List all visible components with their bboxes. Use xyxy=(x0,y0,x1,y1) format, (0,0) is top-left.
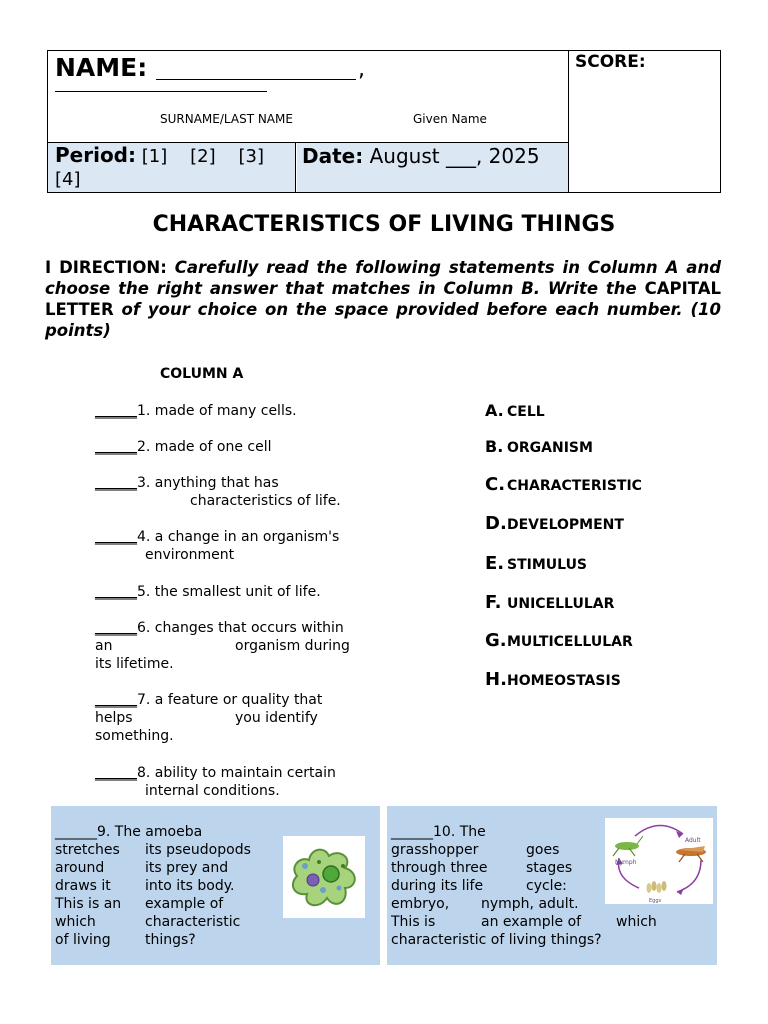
choice-d xyxy=(485,513,624,534)
q9-line: which xyxy=(55,914,96,930)
choice-e xyxy=(485,553,587,574)
answer-blank-7[interactable]: ______ xyxy=(95,692,137,708)
choice-g xyxy=(485,630,633,651)
item-text: 7. a feature or quality that xyxy=(137,692,323,708)
worksheet-title: CHARACTERISTICS OF LIVING THINGS xyxy=(152,212,616,237)
adult-grasshopper-icon xyxy=(676,846,706,862)
q9-line: into its body. xyxy=(145,878,235,894)
q9-line: ______9. The amoeba xyxy=(55,824,203,840)
period-options[interactable]: [1] [2] [3] [4] xyxy=(55,146,287,190)
q10-line: goes xyxy=(526,842,560,858)
item-2 xyxy=(95,438,370,456)
item-text-cont: organism during xyxy=(235,638,350,654)
date-value[interactable]: August ___, 2025 xyxy=(369,144,540,168)
lifecycle-diagram-icon xyxy=(605,818,713,904)
q9-line: draws it xyxy=(55,878,111,894)
item-6 xyxy=(95,619,370,673)
choice-letter: F. xyxy=(485,592,502,613)
q10-line: stages xyxy=(526,860,573,876)
item-text: 2. made of one cell xyxy=(137,439,272,455)
q10-line: ______10. The xyxy=(391,824,486,840)
item-text: 8. ability to maintain certain xyxy=(137,765,336,781)
eggs-icon xyxy=(647,881,667,893)
answer-blank-4[interactable]: ______ xyxy=(95,529,137,545)
item-text: 6. changes that occurs within xyxy=(137,620,344,636)
period-label: Period: xyxy=(55,143,136,167)
item-text: 4. a change in an organism's xyxy=(137,529,340,545)
q9-line: This is an xyxy=(55,896,122,912)
given-name-label: Given Name xyxy=(413,112,487,126)
item-text-cont: environment xyxy=(145,547,235,563)
question-10-box xyxy=(387,806,717,965)
answer-blank-5[interactable]: ______ xyxy=(95,584,137,600)
item-text-cont: you identify xyxy=(235,710,318,726)
date-field xyxy=(302,144,540,168)
item-text-cont: an xyxy=(95,638,113,654)
choice-h xyxy=(485,669,621,690)
answer-blank-6[interactable]: ______ xyxy=(95,620,137,636)
item-4 xyxy=(95,528,370,564)
stage-label-eggs: Eggs xyxy=(649,898,662,904)
q10-line: embryo, xyxy=(391,896,450,912)
period-field xyxy=(55,144,290,191)
choice-letter: B. xyxy=(485,437,504,456)
name-label: NAME: xyxy=(55,53,148,82)
q9-line: characteristic xyxy=(145,914,241,930)
answer-blank-2[interactable]: ______ xyxy=(95,439,137,455)
answer-blank-8[interactable]: ______ xyxy=(95,765,137,781)
q10-line: grasshopper xyxy=(391,842,479,858)
name-comma: , xyxy=(358,57,365,82)
q9-line: things? xyxy=(145,932,196,948)
choice-text: CHARACTERISTIC xyxy=(507,478,642,494)
item-8 xyxy=(95,764,370,800)
surname-label: SURNAME/LAST NAME xyxy=(160,112,293,126)
header-table xyxy=(47,50,721,193)
item-text: 1. made of many cells. xyxy=(137,403,297,419)
choice-text: STIMULUS xyxy=(507,557,588,573)
choice-c xyxy=(485,474,642,495)
item-text-cont: characteristics of life. xyxy=(190,493,341,509)
stage-label-nymph: Nymph xyxy=(615,859,637,866)
q9-line: example of xyxy=(145,896,224,912)
column-a-header: COLUMN A xyxy=(160,366,244,382)
choice-letter: G. xyxy=(485,630,507,651)
choice-f xyxy=(485,592,614,613)
q10-line: nymph, adult. xyxy=(481,896,579,912)
item-text-cont: something. xyxy=(95,728,174,744)
item-text-cont: internal conditions. xyxy=(145,783,280,799)
amoeba-image xyxy=(283,836,365,918)
choice-text: DEVELOPMENT xyxy=(507,517,624,533)
item-5 xyxy=(95,583,370,601)
item-text: 5. the smallest unit of life. xyxy=(137,584,321,600)
q10-line: characteristic of living things? xyxy=(391,932,602,948)
answer-blank-1[interactable]: ______ xyxy=(95,403,137,419)
direction-caps: CAPITAL LETTER xyxy=(45,279,721,319)
item-1 xyxy=(95,402,370,420)
item-text-cont: helps xyxy=(95,710,133,726)
choice-text: ORGANISM xyxy=(507,440,593,456)
choice-text: UNICELLULAR xyxy=(507,596,615,612)
choice-b xyxy=(485,437,593,456)
item-text-cont: its lifetime. xyxy=(95,656,174,672)
q9-line: of living xyxy=(55,932,111,948)
choice-text: CELL xyxy=(507,404,545,420)
direction-body-1: Carefully read the following statements in Column A and choose the right answer that matches in Column B. Write the xyxy=(45,258,722,298)
choice-letter: D. xyxy=(485,513,507,534)
choice-letter: E. xyxy=(485,553,505,574)
surname-field[interactable] xyxy=(156,55,356,80)
item-7 xyxy=(95,691,370,745)
choice-text: HOMEOSTASIS xyxy=(507,673,621,689)
stage-label-adult: Adult xyxy=(685,837,701,844)
choice-letter: C. xyxy=(485,474,506,495)
question-9-text xyxy=(55,823,251,949)
choice-a xyxy=(485,401,545,420)
q10-line: which xyxy=(616,914,657,930)
choice-text: MULTICELLULAR xyxy=(507,634,633,650)
grasshopper-lifecycle-image xyxy=(605,818,713,904)
q9-line: its prey and xyxy=(145,860,229,876)
q9-line: its pseudopods xyxy=(145,842,251,858)
nymph-icon xyxy=(613,836,643,856)
q10-line: cycle: xyxy=(526,878,567,894)
date-label: Date: xyxy=(302,144,364,168)
q9-line: around xyxy=(55,860,105,876)
score-label: SCORE: xyxy=(575,52,646,72)
answer-blank-3[interactable]: ______ xyxy=(95,475,137,491)
amoeba-icon xyxy=(283,836,365,918)
choice-letter: H. xyxy=(485,669,507,690)
q9-line: stretches xyxy=(55,842,120,858)
choice-letter: A. xyxy=(485,401,504,420)
item-3 xyxy=(95,474,370,510)
q10-line: an example of xyxy=(481,914,582,930)
direction-text xyxy=(45,257,721,341)
q10-line: This is xyxy=(391,914,436,930)
given-name-field[interactable] xyxy=(55,91,267,92)
direction-body-2: of your choice on the space provided before each number. (10 points) xyxy=(45,300,721,340)
q10-line: through three xyxy=(391,860,488,876)
question-9-box xyxy=(51,806,380,965)
direction-label: I DIRECTION: xyxy=(45,258,167,277)
item-text: 3. anything that has xyxy=(137,475,279,491)
q10-line: during its life xyxy=(391,878,484,894)
